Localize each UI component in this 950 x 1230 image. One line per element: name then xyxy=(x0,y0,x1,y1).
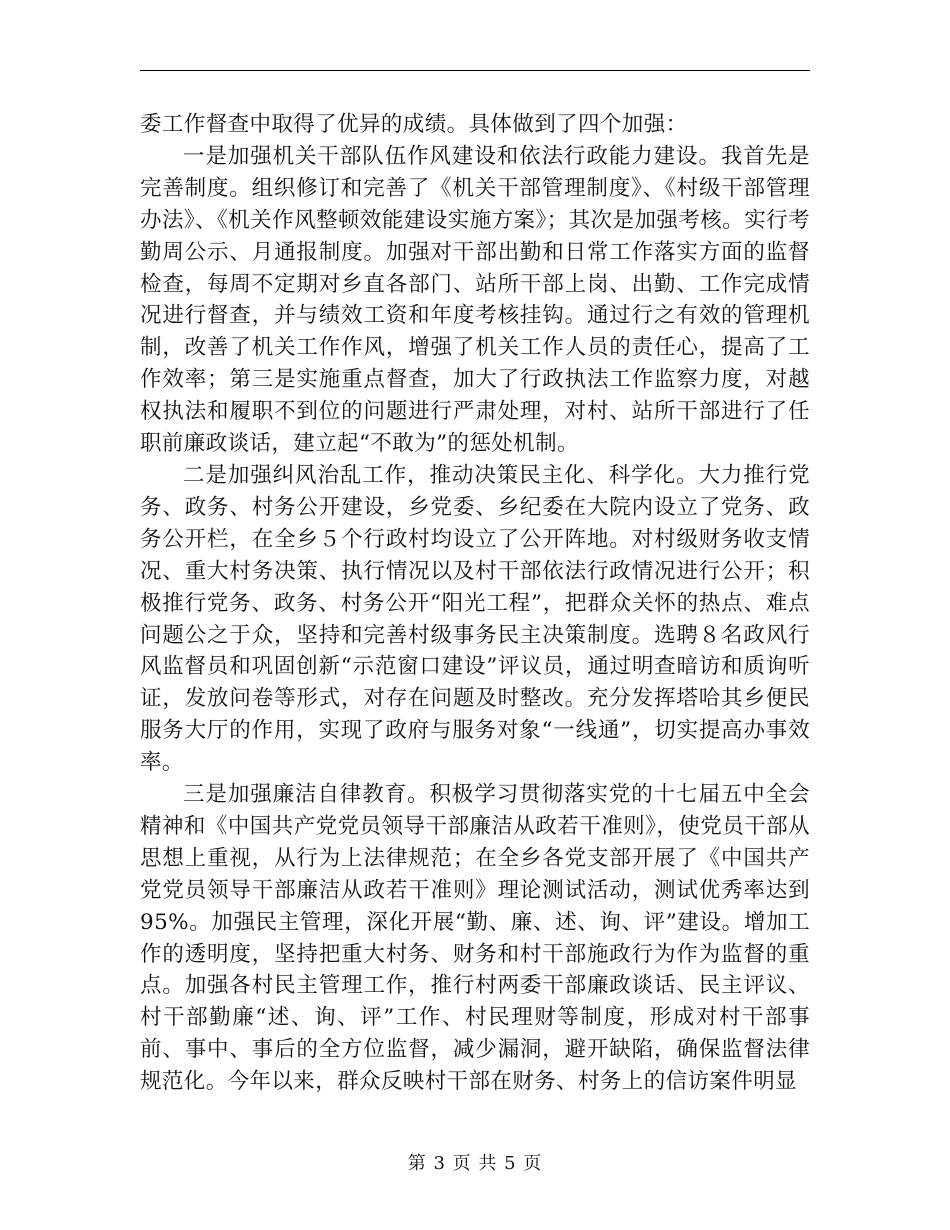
paragraph-continuation: 委工作督查中取得了优异的成绩。具体做到了四个加强： xyxy=(140,112,688,137)
paragraph-integrity-education: 三是加强廉洁自律教育。积极学习贯彻落实党的十七届五中全会精神和《中国共产党党员领导干部廉洁从政若干准则》，使党员干部从思想上重视，从行为上法律规范；在全乡各党支部开展了《中国共产党党员领导干部廉洁从政若干准则》理论测试活动，测试优秀率达到95%。加强民主管理，深化开展“勤、廉、述、询、评”建设。增加工作的透明度，坚持把重大村务、财务和村干部施政行为作为监督的重点。加强各村民主管理工作，推行村两委干部廉政谈话、民主评议、村干部勤廉“述、询、评”工作、村民理财等制度，形成对村干部事前、事中、事后的全方位监督，减少漏洞，避开缺陷，确保监督法律规范化。今年以来，群众反映村干部在财务、村务上的信访案件明显 xyxy=(140,782,810,1095)
page-number-footer: 第 3 页 共 5 页 xyxy=(407,1153,543,1174)
document-body xyxy=(140,109,810,1098)
paragraph-cadre-style: 一是加强机关干部队伍作风建设和依法行政能力建设。我首先是完善制度。组织修订和完善了《机关干部管理制度》、《村级干部管理办法》、《机关作风整顿效能建设实施方案》；其次是加强考核。实行考勤周公示、月通报制度。加强对干部出勤和日常工作落实方面的监督检查，每周不定期对乡直各部门、站所干部上岗、出勤、工作完成情况进行督查，并与绩效工资和年度考核挂钩。通过行之有效的管理机制，改善了机关工作作风，增强了机关工作人员的责任心，提高了工作效率；第三是实施重点督查，加大了行政执法工作监察力度，对越权执法和履职不到位的问题进行严肃处理，对村、站所干部进行了任职前廉政谈话，建立起“不敢为”的惩处机制。 xyxy=(140,143,810,457)
header-rule xyxy=(140,70,810,71)
paragraph-rectification: 二是加强纠风治乱工作，推动决策民主化、科学化。大力推行党务、政务、村务公开建设，乡党委、乡纪委在大院内设立了党务、政务公开栏，在全乡５个行政村均设立了公开阵地。对村级财务收支情况、重大村务决策、执行情况以及村干部依法行政情况进行公开；积极推行党务、政务、村务公开“阳光工程”，把群众关怀的热点、难点问题公之于众，坚持和完善村级事务民主决策制度。选聘８名政风行风监督员和巩固创新“示范窗口建设”评议员，通过明查暗访和质询听证，发放问卷等形式，对存在问题及时整改。充分发挥塔哈其乡便民服务大厅的作用，实现了政府与服务对象“一线通”，切实提高办事效率。 xyxy=(140,462,810,776)
